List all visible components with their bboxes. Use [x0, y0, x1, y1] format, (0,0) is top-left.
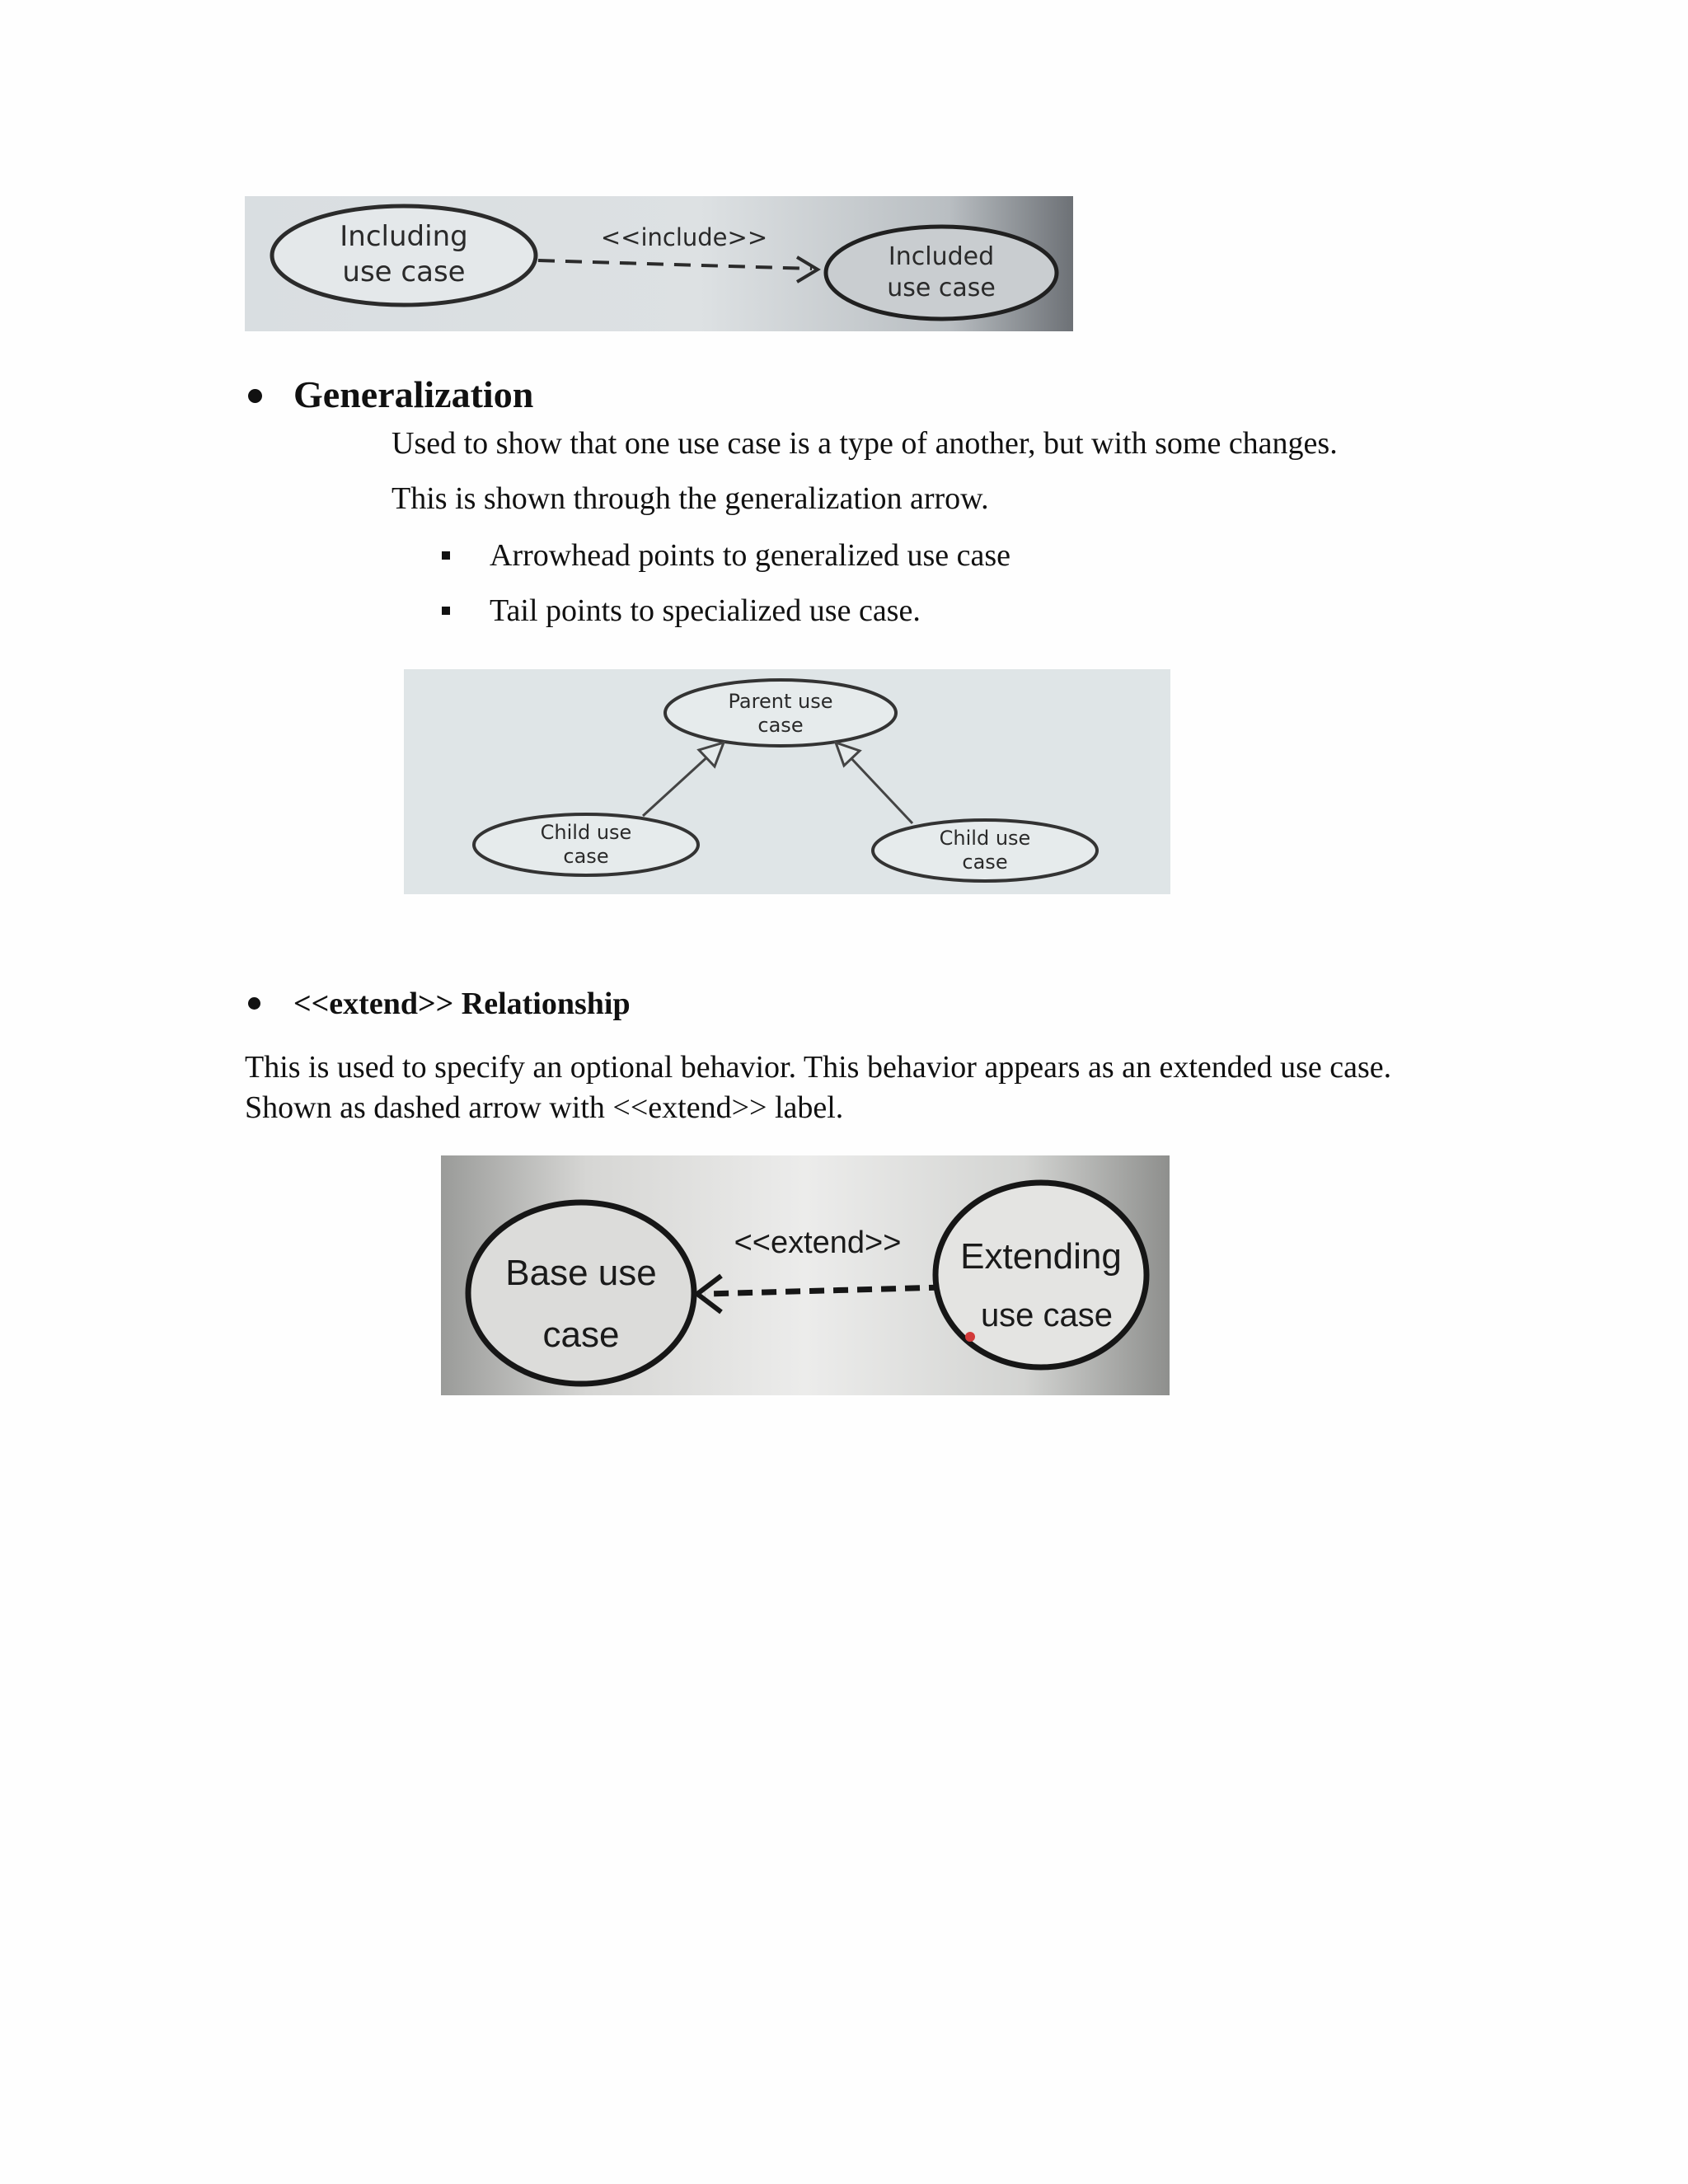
red-dot-mark	[965, 1332, 975, 1342]
base-label-line2: case	[542, 1315, 620, 1355]
child-right-label-line2: case	[962, 851, 1008, 874]
included-label-line1: Included	[888, 242, 995, 271]
included-label-line2: use case	[887, 274, 996, 302]
generalization-bullet-2: Tail points to specialized use case.	[490, 593, 921, 628]
include-diagram-image	[245, 196, 1073, 331]
extending-label-line2: use case	[980, 1297, 1114, 1333]
including-label-line1: Including	[340, 220, 468, 253]
included-use-case-ellipse	[826, 227, 1057, 319]
extend-stereotype-label: <<extend>>	[734, 1226, 902, 1260]
square-bullet	[442, 551, 450, 560]
base-use-case-ellipse	[468, 1202, 694, 1384]
parent-label-line2: case	[757, 714, 804, 737]
child-left-label-line2: case	[563, 845, 609, 868]
generalization-line-2: This is shown through the generalization arrow.	[392, 481, 989, 516]
extend-bullet	[248, 997, 260, 1010]
child-right-label-line1: Child use	[939, 827, 1031, 850]
square-bullet	[442, 607, 450, 615]
generalization-diagram-image	[404, 669, 1170, 894]
generalization-bullet	[248, 389, 262, 403]
extend-diagram-image	[441, 1155, 1170, 1395]
include-stereotype-label: <<include>>	[600, 223, 768, 251]
generalization-heading: Generalization	[293, 373, 534, 415]
extending-label-line1: Extending	[960, 1236, 1122, 1277]
generalization-line-1: Used to show that one use case is a type of another, but with some changes.	[392, 426, 1338, 461]
base-label-line1: Base use	[505, 1253, 657, 1293]
generalization-bullet-1: Arrowhead points to generalized use case	[490, 538, 1011, 573]
child-left-label-line1: Child use	[540, 821, 632, 844]
parent-label-line1: Parent use	[728, 690, 833, 713]
extend-heading: <<extend>> Relationship	[293, 987, 631, 1021]
including-label-line2: use case	[342, 255, 466, 288]
extend-line-1: This is used to specify an optional behavior. This behavior appears as an extended use case.	[245, 1050, 1392, 1085]
extend-line-2: Shown as dashed arrow with <<extend>> label.	[245, 1090, 844, 1125]
